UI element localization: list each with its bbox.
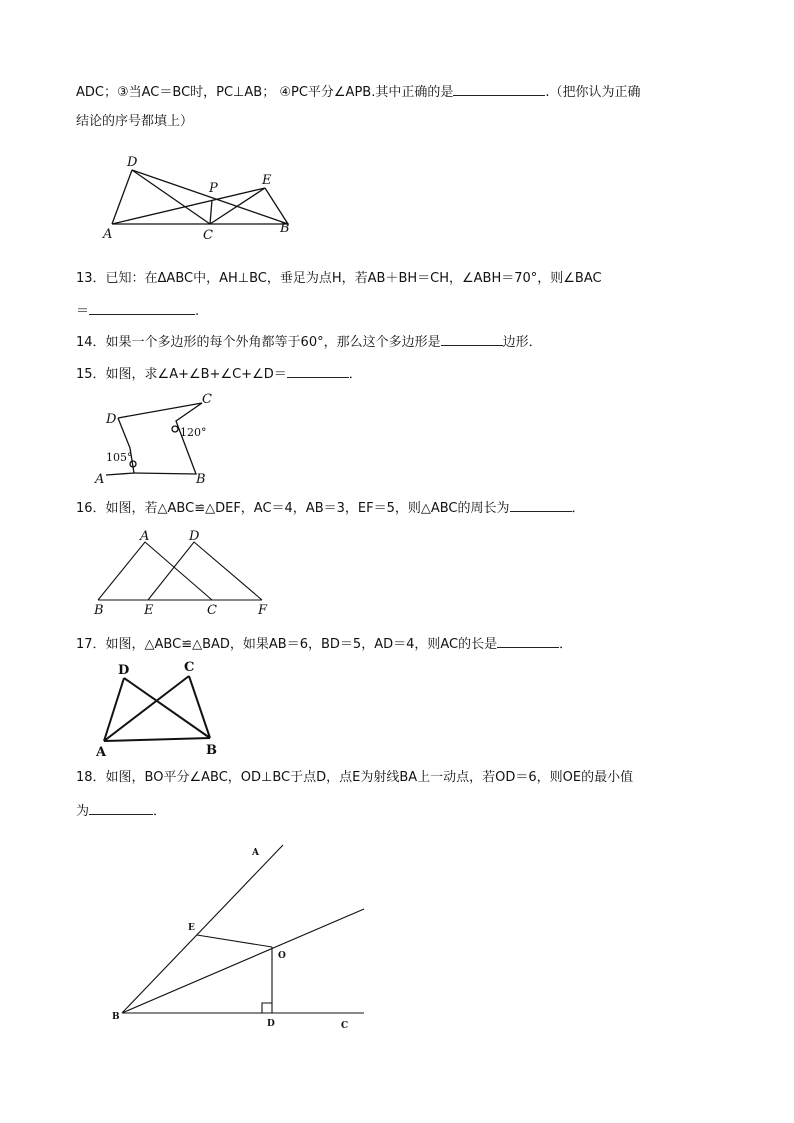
q14-text-b: 边形． (502, 335, 542, 350)
q16-label-b: B (94, 603, 104, 618)
q12-label-b: B (280, 221, 290, 236)
q16-text-a: 16．如图，若△ABC≌△DEF，AC＝4，AB＝3，EF＝5，则△ABC的周长为 (76, 501, 510, 516)
q12-label-p: P (209, 181, 218, 196)
q17-label-c: C (184, 660, 195, 675)
q15-text-b: ． (348, 367, 362, 382)
q15-text-a: 15．如图，求∠A+∠B+∠C+∠D＝ (76, 367, 287, 382)
q17-label-b: B (206, 743, 217, 758)
q18-label-e: E (188, 923, 195, 933)
q18-text-a: 为 (76, 804, 90, 819)
q12-figure (100, 150, 300, 245)
q15-label-c: C (202, 392, 212, 407)
q15-figure (92, 391, 222, 488)
q13-text-line2 (76, 300, 199, 322)
q17-text (76, 633, 572, 655)
q14-text (76, 331, 542, 353)
q17-text-b: ． (559, 637, 573, 652)
q17-text-a: 17．如图，△ABC≌△BAD，如果AB＝6，BD＝5，AD＝4，则AC的长是 (76, 637, 498, 652)
q16-answer-blank[interactable] (510, 497, 572, 512)
q18-label-o: O (278, 951, 286, 961)
q18-label-a: A (252, 848, 259, 858)
q12-label-c: C (203, 228, 213, 243)
q15-label-a: A (95, 472, 105, 487)
q17-answer-blank[interactable] (497, 633, 559, 648)
q16-label-d: D (189, 529, 200, 544)
q15-text (76, 363, 362, 385)
q12-answer-blank[interactable] (453, 81, 545, 96)
q16-label-e: E (144, 603, 154, 618)
q13-text-a: ＝ (76, 304, 90, 319)
q15-label-d: D (106, 412, 117, 427)
q12-label-a: A (103, 227, 113, 242)
q16-text (76, 497, 585, 519)
q12-text-a: ADC；③当AC＝BC时，PC⊥AB； ④PC平分∠APB.其中正确的是 (76, 85, 454, 100)
q12-text-line2: 结论的序号都填上） (76, 114, 194, 129)
q12-label-e: E (262, 173, 272, 188)
q13-text-b: . (195, 304, 200, 319)
q17-label-d: D (118, 663, 130, 678)
q13-text-line1: 13．已知：在ΔABC中，AH⊥BC，垂足为点H，若AB＋BH＝CH，∠ABH＝70°，则∠BAC (76, 271, 602, 286)
q16-label-f: F (258, 603, 268, 618)
q15-angle-c: 120° (180, 426, 207, 439)
q13-answer-blank[interactable] (89, 300, 195, 315)
q12-text-b: .（把你认为正确 (545, 85, 641, 100)
q18-text-line1: 18．如图，BO平分∠ABC，OD⊥BC于点D，点E为射线BA上一动点，若OD＝6，则OE的最小值 (76, 770, 634, 785)
q12-label-d: D (127, 155, 138, 170)
q15-angle-a: 105° (106, 451, 133, 464)
q15-label-b: B (196, 472, 206, 487)
q18-label-c: C (341, 1021, 349, 1031)
q18-label-b: B (112, 1012, 120, 1022)
q18-figure (100, 835, 380, 1040)
q17-label-a: A (96, 745, 107, 760)
q18-label-d: D (267, 1019, 275, 1029)
q16-text-b: ． (571, 501, 585, 516)
q16-label-c: C (207, 603, 217, 618)
q14-answer-blank[interactable] (441, 331, 503, 346)
q16-label-a: A (140, 529, 150, 544)
q12-text-line1 (76, 81, 640, 103)
q18-text-line2 (76, 800, 166, 822)
q17-figure (90, 658, 230, 760)
q18-text-b: ． (153, 804, 167, 819)
q15-answer-blank[interactable] (287, 363, 349, 378)
q18-answer-blank[interactable] (89, 800, 153, 815)
q16-figure (90, 528, 280, 620)
q14-text-a: 14．如果一个多边形的每个外角都等于60°，那么这个多边形是 (76, 335, 441, 350)
